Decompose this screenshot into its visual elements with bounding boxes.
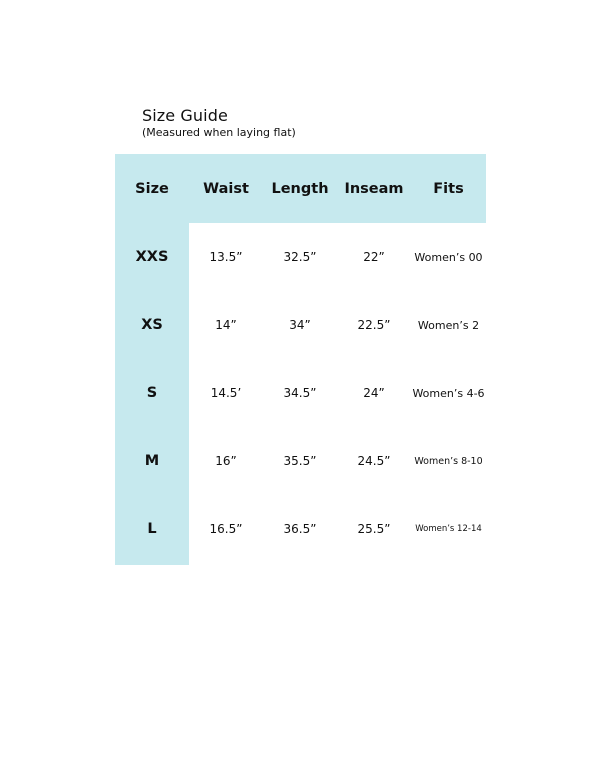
header-waist: Waist xyxy=(203,180,249,197)
table-row xyxy=(115,359,486,427)
waist-cell: 13.5” xyxy=(209,250,243,264)
size-cell: XS xyxy=(141,317,163,333)
waist-cell: 16.5” xyxy=(209,522,243,536)
table-row xyxy=(115,291,486,359)
fits-cell: Women’s 2 xyxy=(417,318,480,332)
header-size: Size xyxy=(135,180,169,197)
waist-cell: 14” xyxy=(215,318,237,332)
length-cell: 36.5” xyxy=(283,522,317,536)
table-row xyxy=(115,495,486,563)
waist-cell: 14.5’ xyxy=(210,386,242,400)
length-cell: 34.5” xyxy=(283,386,317,400)
fits-cell: Women’s 12-14 xyxy=(415,524,482,534)
header-fits: Fits xyxy=(433,180,464,197)
size-cell: M xyxy=(144,453,160,469)
fits-cell: Women’s 8-10 xyxy=(414,455,483,467)
table-row xyxy=(115,223,486,291)
size-cell: L xyxy=(147,521,157,537)
length-cell: 34” xyxy=(289,318,311,332)
length-cell: 35.5” xyxy=(283,454,317,468)
waist-cell: 16” xyxy=(215,454,237,468)
inseam-cell: 22.5” xyxy=(357,318,391,332)
length-cell: 32.5” xyxy=(283,250,317,264)
inseam-cell: 24” xyxy=(363,386,385,400)
header-length: Length xyxy=(271,180,329,197)
inseam-cell: 24.5” xyxy=(357,454,391,468)
size-guide-subtitle: (Measured when laying flat) xyxy=(142,126,296,139)
size-guide-table xyxy=(115,154,486,565)
size-cell: XXS xyxy=(135,249,169,265)
table-row xyxy=(115,427,486,495)
size-cell: S xyxy=(146,385,158,401)
inseam-cell: 25.5” xyxy=(357,522,391,536)
fits-cell: Women’s 00 xyxy=(414,250,483,264)
header-inseam: Inseam xyxy=(344,180,404,197)
size-guide-title: Size Guide xyxy=(142,106,228,125)
inseam-cell: 22” xyxy=(363,250,385,264)
fits-cell: Women’s 4-6 xyxy=(412,386,485,400)
